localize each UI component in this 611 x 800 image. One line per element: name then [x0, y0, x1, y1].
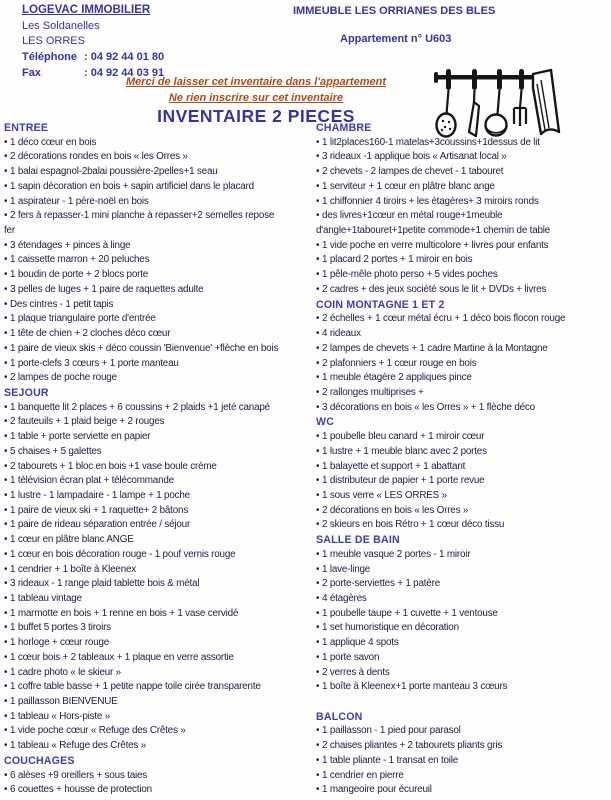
bullet-icon: •	[316, 504, 320, 516]
inventory-item-text: 2 lampes de poche rouge	[10, 372, 117, 384]
inventory-item-text: 2 chaises pliantes + 2 tabourets pliants gris	[322, 740, 503, 752]
bullet-icon: •	[4, 254, 8, 266]
inventory-item	[4, 430, 312, 445]
inventory-item-text: 1 lave-linge	[322, 563, 371, 575]
inventory-item	[4, 533, 312, 548]
inventory-item-text: 1 lustre + 1 meuble blanc avec 2 portes	[322, 445, 487, 457]
bullet-icon: •	[316, 386, 320, 398]
inventory-item-text: 1 caissette marron + 20 peluches	[10, 254, 150, 266]
inventory-item-text: 1 applique 4 spots	[322, 637, 399, 649]
inventory-item	[316, 342, 609, 357]
inventory-item	[316, 563, 609, 578]
inventory-item-text: des livres+1cœur en métal rouge+1meuble	[322, 210, 503, 222]
bullet-icon: •	[4, 445, 8, 457]
bullet-icon: •	[316, 740, 320, 752]
inventory-item-text: 2 plafonniers + 1 cœur rouge en bois	[322, 357, 477, 369]
inventory-item-text: 2 chevets - 2 lampes de chevet - 1 tabouret	[322, 166, 504, 178]
inventory-item	[316, 180, 609, 195]
inventory-item	[316, 607, 609, 622]
bullet-icon: •	[4, 416, 8, 428]
inventory-item	[316, 724, 609, 739]
inventory-item	[316, 209, 609, 224]
inventory-item-text: 1 distributeur de papier + 1 porte revue	[322, 475, 485, 487]
bullet-icon: •	[4, 269, 8, 281]
bullet-icon: •	[316, 475, 320, 487]
inventory-item-text: 5 chaises + 5 galettes	[10, 445, 102, 457]
inventory-item	[316, 445, 609, 460]
bullet-icon: •	[4, 637, 8, 649]
inventory-item	[316, 165, 609, 180]
inventory-item-text: 1 mangeoire pour écureuil	[322, 784, 432, 796]
bullet-icon: •	[316, 651, 320, 663]
inventory-item	[316, 621, 609, 636]
company-address-line1: Les Soldanelles	[22, 19, 100, 32]
inventory-item	[4, 489, 312, 504]
inventory-item-text: 4 rideaux	[322, 328, 361, 340]
inventory-item-text: 2 fauteuils + 1 plaid beige + 2 rouges	[10, 416, 165, 428]
inventory-item-text: Des cintres - 1 petit tapis	[10, 298, 114, 310]
inventory-item-text: 1 balai espagnol-2balai poussière-2pelles+1 seau	[10, 166, 218, 178]
bullet-icon: •	[316, 489, 320, 501]
bullet-icon: •	[4, 725, 8, 737]
fax-number: : 04 92 44 03 91	[84, 66, 165, 79]
inventory-item-text: 2 lampes de chevets + 1 cadre Martine à la Montagne	[322, 342, 548, 354]
inventory-item-text: 1 plaque triangulaire porte d'entrée	[10, 313, 156, 325]
inventory-item	[4, 607, 312, 622]
inventory-item-text: 1 sous verre « LES ORRES »	[322, 489, 447, 501]
inventory-item-text: 4 étagères	[322, 593, 367, 604]
bullet-icon: •	[316, 593, 320, 604]
inventory-item-text: 2 tabourets + 1 bloc en bois +1 vase boule crème	[10, 460, 217, 472]
inventory-item	[4, 268, 312, 283]
inventory-item-text: 1 cendrier en pierre	[322, 769, 404, 781]
inventory-item-text: 1 placard 2 portes + 1 miroir en bois	[322, 254, 473, 266]
inventory-item	[4, 563, 312, 578]
inventory-item-text: 6 alèses +9 oreillers + sous taies	[10, 769, 148, 781]
inventory-item	[316, 504, 609, 519]
inventory-item-text: 1 tableau « Hors-piste »	[10, 710, 111, 722]
inventory-item	[4, 298, 312, 313]
bullet-icon: •	[4, 166, 8, 178]
inventory-item-text: 2 skieurs en bois Rétro + 1 cœur déco tissu	[322, 519, 505, 531]
inventory-item	[4, 136, 312, 151]
inventory-item-text: 1 poubelle bleu canard + 1 miroir cœur	[322, 431, 485, 443]
bullet-icon: •	[316, 180, 320, 192]
section-title-balcon: BALCON	[316, 710, 363, 723]
inventory-item	[316, 592, 609, 607]
inventory-item	[316, 651, 609, 666]
inventory-item-text: 1 poubelle taupe + 1 cuvette + 1 ventouse	[322, 607, 498, 619]
bullet-icon: •	[316, 328, 320, 340]
inventory-item-text: 6 couettes + housse de protection	[10, 784, 152, 796]
inventory-item	[4, 283, 312, 298]
inventory-item	[316, 401, 609, 416]
inventory-item-text: d'angle+1tabouret+1petite commode+1 chemin de table	[316, 225, 551, 237]
inventory-item-text: 1 tableau vintage	[10, 593, 82, 604]
inventory-item	[316, 253, 609, 268]
inventory-item-text: 1 paire de vieux skis + déco coussin 'Bienvenue' +flèche en bois	[10, 342, 279, 354]
inventory-item	[316, 474, 609, 489]
inventory-item	[316, 680, 609, 695]
bullet-icon: •	[4, 210, 8, 222]
inventory-item-text: 1 lustre - 1 lampadaire - 1 lampe + 1 poche	[10, 489, 190, 501]
fax-label: Fax	[22, 66, 41, 79]
inventory-item	[4, 401, 312, 416]
inventory-item	[4, 518, 312, 533]
phone-label: Téléphone	[22, 51, 78, 64]
bullet-icon: •	[4, 548, 8, 560]
section-title-salle-de-bain: SALLE DE BAIN	[316, 534, 400, 547]
inventory-item-text: 3 décorations en bois « les Orres » + 1 flèche déco	[322, 401, 535, 413]
inventory-item-text: 2 cadres + des jeux société sous le lit + DVDs + livres	[322, 283, 547, 295]
inventory-item	[316, 357, 609, 372]
inventory-item	[316, 150, 609, 165]
inventory-item-text: 3 étendages + pinces à linge	[10, 239, 131, 251]
inventory-item	[316, 460, 609, 475]
inventory-item-text: 1 déco cœur en bois	[10, 136, 97, 148]
bullet-icon: •	[4, 431, 8, 443]
inventory-item-text: 1 table pliante - 1 transat en toile	[322, 754, 459, 766]
bullet-icon: •	[4, 298, 8, 310]
inventory-item	[4, 651, 312, 666]
bullet-icon: •	[4, 666, 8, 678]
inventory-item	[316, 769, 609, 784]
bullet-icon: •	[4, 519, 8, 531]
inventory-item	[316, 268, 609, 283]
inventory-item	[4, 695, 312, 710]
inventory-item-text: 1 cendrier + 1 boîte à Kleenex	[10, 563, 137, 575]
bullet-icon: •	[316, 563, 320, 575]
inventory-item-text: 1 vide poche cœur « Refuge des Crêtes »	[10, 725, 186, 737]
phone-row	[22, 50, 164, 66]
bullet-icon: •	[316, 725, 320, 737]
bullet-icon: •	[316, 151, 320, 163]
inventory-column-right	[316, 121, 609, 798]
inventory-item	[316, 136, 609, 151]
bullet-icon: •	[4, 151, 8, 163]
inventory-item-text: 3 pelles de luges + 1 paire de raquettes adulte	[10, 283, 204, 295]
inventory-item	[4, 415, 312, 430]
inventory-item-text: 2 échelles + 1 cœur métal écru + 1 déco bois flocon rouge	[322, 313, 566, 325]
inventory-item-text: 3 rideaux - 1 range plaid tablette bois & métal	[10, 578, 200, 590]
inventory-item-text: 1 banquette lit 2 places + 6 coussins + 2 plaids +1 jeté canapé	[10, 401, 270, 413]
inventory-item-text: 1 porte-clefs 3 cœurs + 1 porte manteau	[10, 357, 179, 369]
inventory-item-text: 1 porte savon	[322, 651, 380, 663]
inventory-item	[316, 371, 609, 386]
bullet-icon: •	[316, 239, 320, 251]
bullet-icon: •	[4, 357, 8, 369]
inventory-item-text: 1 paillasson BIENVENUE	[10, 696, 118, 708]
bullet-icon: •	[4, 401, 8, 413]
bullet-icon: •	[4, 681, 8, 693]
bullet-icon: •	[4, 710, 8, 722]
section-title-sejour: SEJOUR	[4, 386, 49, 399]
inventory-item-text: 1 meuble étagère 2 appliques pince	[322, 372, 472, 384]
inventory-item-text: 2 fers à repasser-1 mini planche à repasser+2 semelles repose	[10, 210, 275, 222]
inventory-item	[4, 680, 312, 695]
bullet-icon: •	[4, 593, 8, 604]
bullet-icon: •	[316, 313, 320, 325]
inventory-item	[316, 283, 609, 298]
bullet-icon: •	[316, 401, 320, 413]
bullet-icon: •	[316, 607, 320, 619]
bullet-icon: •	[316, 769, 320, 781]
bullet-icon: •	[316, 166, 320, 178]
inventory-item-text: 1 tableau « Refuge des Crêtes »	[10, 740, 146, 752]
inventory-item	[316, 195, 609, 210]
inventory-item	[4, 666, 312, 681]
inventory-item-continuation	[4, 224, 312, 239]
inventory-item	[4, 180, 312, 195]
bullet-icon: •	[316, 372, 320, 384]
inventory-item-text: 1 balayette et support + 1 abattant	[322, 460, 466, 472]
bullet-icon: •	[4, 460, 8, 472]
inventory-item	[4, 592, 312, 607]
bullet-icon: •	[4, 504, 8, 516]
inventory-item	[4, 710, 312, 725]
bullet-icon: •	[4, 328, 8, 340]
phone-number: : 04 92 44 01 80	[84, 51, 165, 64]
bullet-icon: •	[4, 195, 8, 207]
spacer-line	[316, 695, 609, 710]
inventory-item-text: 1 table + porte serviette en papier	[10, 431, 151, 443]
inventory-item	[316, 636, 609, 651]
inventory-item	[4, 548, 312, 563]
bullet-icon: •	[316, 283, 320, 295]
inventory-item	[4, 636, 312, 651]
notice-line-2: Ne rien inscrire sur cet inventaire	[168, 92, 344, 104]
inventory-item-text: 1 cœur en bois décoration rouge - 1 pouf vernis rouge	[10, 548, 236, 560]
inventory-item	[4, 460, 312, 475]
inventory-item	[4, 371, 312, 386]
bullet-icon: •	[316, 578, 320, 590]
bullet-icon: •	[316, 357, 320, 369]
inventory-item	[316, 754, 609, 769]
inventory-item	[4, 577, 312, 592]
inventory-item-text: 1 paire de rideau séparation entrée / séjour	[10, 519, 191, 531]
inventory-item	[4, 724, 312, 739]
bullet-icon: •	[316, 622, 320, 634]
inventory-item	[4, 504, 312, 519]
building-name: IMMEUBLE LES ORRIANES DES BLES	[293, 5, 496, 17]
inventory-item	[4, 312, 312, 327]
bullet-icon: •	[316, 342, 320, 354]
company-name: LOGEVAC IMMOBILIER	[22, 4, 151, 16]
inventory-item	[316, 239, 609, 254]
bullet-icon: •	[316, 269, 320, 281]
bullet-icon: •	[4, 563, 8, 575]
inventory-item-text: 1 meuble vasque 2 portes - 1 miroir	[322, 548, 471, 560]
inventory-item	[316, 548, 609, 563]
bullet-icon: •	[316, 210, 320, 222]
inventory-item	[316, 518, 609, 533]
inventory-item	[316, 739, 609, 754]
bullet-icon: •	[316, 445, 320, 457]
bullet-icon: •	[4, 283, 8, 295]
company-block	[22, 3, 164, 82]
bullet-icon: •	[316, 136, 320, 148]
inventory-item	[316, 666, 609, 681]
bullet-icon: •	[4, 372, 8, 384]
inventory-item	[4, 342, 312, 357]
inventory-item	[316, 312, 609, 327]
inventory-item-text: 2 porte-serviettes + 1 patère	[322, 578, 440, 590]
inventory-item-text: 1 lit2places160-1 matelas+3coussins+1dessus de lit	[322, 136, 540, 148]
inventory-item	[4, 357, 312, 372]
inventory-item-text: 1 tête de chien + 2 cloches déco cœur	[10, 328, 171, 340]
section-title-wc: WC	[316, 416, 335, 429]
bullet-icon: •	[316, 784, 320, 796]
inventory-item-text: 2 décorations en bois « les Orres »	[322, 504, 469, 516]
inventory-item	[4, 327, 312, 342]
section-title-entree: ENTREE	[4, 122, 49, 134]
bullet-icon: •	[4, 534, 8, 546]
company-address-line2: LES ORRES	[22, 35, 85, 48]
inventory-item	[4, 621, 312, 636]
inventory-item-text: 1 cœur bois + 2 tableaux + 1 plaque en verre assortie	[10, 651, 234, 663]
inventory-item	[4, 253, 312, 268]
bullet-icon: •	[4, 784, 8, 796]
inventory-item-text: 1 marmotte en bois + 1 renne en bois + 1 vase cervidé	[10, 607, 239, 619]
inventory-item	[316, 327, 609, 342]
inventory-item-text: 2 décorations rondes en bois « les Orres »	[10, 151, 188, 163]
inventory-item-text: 1 pêle-mêle photo perso + 5 vides poches	[322, 269, 498, 281]
page-title: INVENTAIRE 2 PIECES	[157, 106, 355, 126]
bullet-icon: •	[316, 431, 320, 443]
inventory-item-text: 1 coffre table basse + 1 petite nappe toile cirée transparente	[10, 681, 261, 693]
inventory-item-text: 1 boudin de porte + 2 blocs porte	[10, 269, 149, 281]
inventory-item	[4, 445, 312, 460]
inventory-item-text: 1 boîte à Kleenex+1 porte manteau 3 cœurs	[322, 681, 508, 693]
bullet-icon: •	[316, 195, 320, 207]
bullet-icon: •	[316, 637, 320, 649]
inventory-item	[4, 739, 312, 754]
bullet-icon: •	[4, 607, 8, 619]
inventory-item-text: 1 cœur en plâtre blanc ANGE	[10, 534, 134, 546]
bullet-icon: •	[4, 696, 8, 708]
inventory-item-text: 1 serviteur + 1 cœur en plâtre blanc ange	[322, 180, 495, 192]
bullet-icon: •	[316, 519, 320, 531]
inventory-item-text: 1 cadre photo « le skieur »	[10, 666, 121, 678]
inventory-item	[316, 430, 609, 445]
bullet-icon: •	[316, 254, 320, 266]
inventory-item-text: 1 buffet 5 portes 3 tiroirs	[10, 622, 111, 634]
inventory-item-text: 1 horloge + cœur rouge	[10, 637, 110, 649]
inventory-item	[316, 577, 609, 592]
inventory-item	[4, 150, 312, 165]
bullet-icon: •	[316, 548, 320, 560]
inventory-item-text: fer	[4, 225, 15, 237]
inventory-item	[316, 386, 609, 401]
apartment-number: Appartement n° U603	[340, 33, 452, 45]
bullet-icon: •	[4, 239, 8, 251]
section-title-couchages: COUCHAGES	[4, 754, 75, 767]
bullet-icon: •	[4, 313, 8, 325]
inventory-item-text: 3 rideaux -1 applique bois « Artisanat local »	[322, 151, 507, 163]
inventory-item	[4, 769, 312, 784]
inventory-item-text: 1 paire de vieux ski + 1 raquette+ 2 bâtons	[10, 504, 189, 516]
bullet-icon: •	[4, 180, 8, 192]
inventory-item-continuation	[316, 224, 609, 239]
inventory-item-text: 1 aspirateur - 1 père-noël en bois	[10, 195, 149, 207]
bullet-icon: •	[4, 622, 8, 634]
inventory-item	[4, 239, 312, 254]
bullet-icon: •	[316, 681, 320, 693]
inventory-item-text: 1 paillasson - 1 pied pour parasol	[322, 725, 461, 737]
inventory-item	[4, 195, 312, 210]
inventory-item-text: 1 sapin décoration en bois + sapin artificiel dans le placard	[10, 180, 254, 192]
bullet-icon: •	[4, 489, 8, 501]
bullet-icon: •	[316, 754, 320, 766]
inventory-item-text: 2 verres à dents	[322, 666, 390, 678]
inventory-item	[4, 209, 312, 224]
inventory-item	[316, 489, 609, 504]
bullet-icon: •	[316, 666, 320, 678]
inventory-item	[4, 474, 312, 489]
bullet-icon: •	[4, 769, 8, 781]
section-title-chambre: CHAMBRE	[316, 122, 372, 134]
inventory-item-text: 2 rallonges multiprises +	[322, 386, 424, 398]
inventory-item-text: 1 vide poche en verre multicolore + livres pour enfants	[322, 239, 549, 251]
inventory-item	[4, 783, 312, 798]
inventory-item	[316, 783, 609, 798]
bullet-icon: •	[4, 651, 8, 663]
bullet-icon: •	[4, 578, 8, 590]
inventory-item-text: 1 chiffonnier 4 tiroirs + les étagères+ 3 miroirs ronds	[322, 195, 539, 207]
inventory-column-left	[4, 121, 312, 798]
inventory-item-text: 1 set humoristique en décoration	[322, 622, 459, 634]
inventory-item	[4, 165, 312, 180]
bullet-icon: •	[316, 460, 320, 472]
notice-line-1: Merci de laisser cet inventaire dans l'appartement	[126, 76, 386, 88]
bullet-icon: •	[4, 342, 8, 354]
inventory-item-text: 1 télévision écran plat + télécommande	[10, 475, 174, 487]
bullet-icon: •	[4, 136, 8, 148]
section-title-coin-montagne-1-et-2: COIN MONTAGNE 1 ET 2	[316, 298, 445, 311]
bullet-icon: •	[4, 740, 8, 752]
bullet-icon: •	[4, 475, 8, 487]
